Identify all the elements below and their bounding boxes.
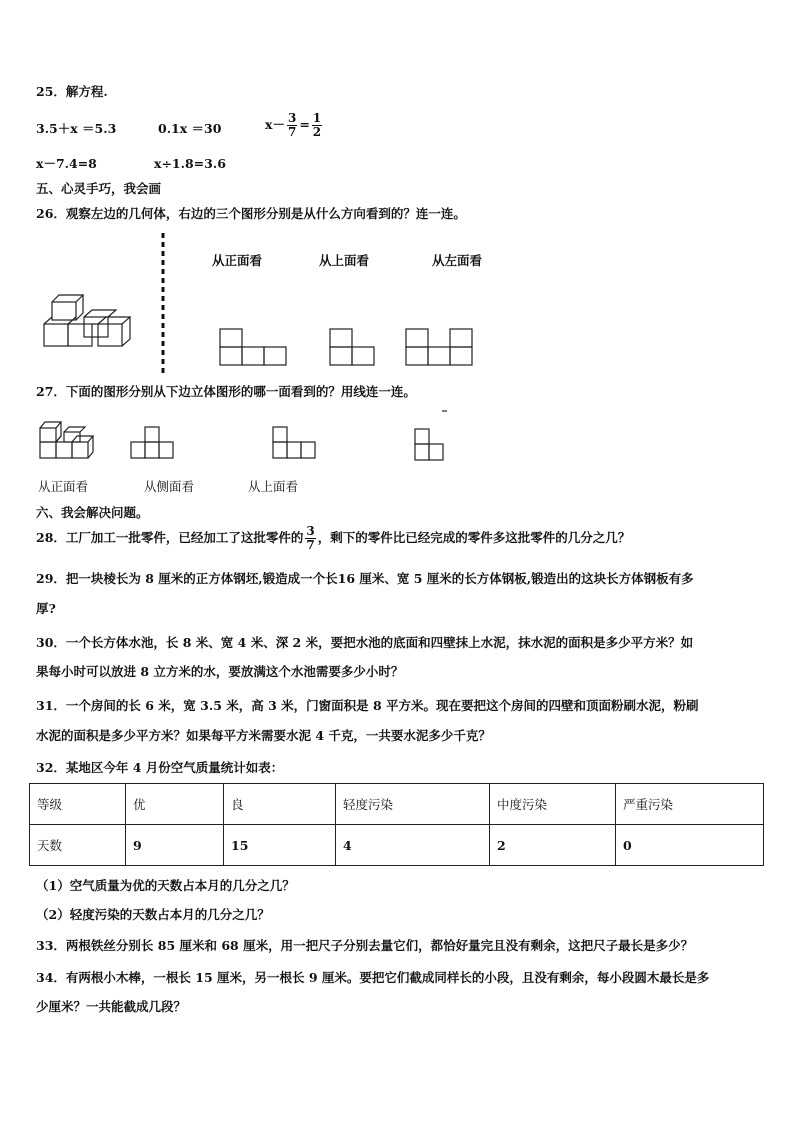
- q26-view-c: [405, 328, 475, 366]
- table-cell: 0: [616, 825, 764, 866]
- q27-label-side: 从侧面看: [144, 479, 195, 494]
- q31-line-2: 水泥的面积是多少平方米？如果每平方米需要水泥 4 千克，一共要水泥多少千克？: [36, 728, 491, 743]
- q27-view-a: [130, 426, 178, 460]
- equation-1: 3.5＋x ＝5.3: [36, 121, 117, 136]
- q30-line-1: 30．一个长方体水池，长 8 米、宽 4 米、深 2 米，要把水池的底面和四壁抹上水泥，抹水泥的面积是多少平方米？如: [36, 635, 694, 650]
- table-cell: 9: [126, 825, 224, 866]
- q26-view-b: [329, 328, 379, 366]
- q32-sub-2: （2）轻度污染的天数占本月的几分之几？: [36, 907, 270, 922]
- fraction-numerator: 1: [312, 111, 322, 125]
- q32-sub-1: （1）空气质量为优的天数占本月的几分之几？: [36, 878, 295, 893]
- q29-line-2: 厚?: [36, 601, 56, 616]
- q26-label-front: 从正面看: [212, 253, 263, 268]
- table-header-cell: 轻度污染: [336, 784, 490, 825]
- equation-5: x÷1.8=3.6: [154, 156, 226, 171]
- q26-view-a: [219, 328, 289, 366]
- table-cell: 15: [224, 825, 336, 866]
- fraction-3-7: [287, 112, 297, 139]
- q30-line-2: 果每小时可以放进 8 立方米的水，要放满这个水池需要多少小时？: [36, 664, 404, 679]
- table-cell: 天数: [30, 825, 126, 866]
- q34-line-1: 34．有两根小木棒，一根长 15 厘米，另一根长 9 厘米。要把它们截成同样长的小段，且没有剩余，每小段圆木最长是多: [36, 970, 710, 985]
- table-cell: 4: [336, 825, 490, 866]
- dashed-divider: [160, 233, 166, 375]
- equation-3-left: x－: [265, 117, 285, 132]
- q27-label-front: 从正面看: [38, 479, 89, 494]
- section-5-heading: 五、心灵手巧，我会画: [36, 181, 162, 196]
- equation-3: [265, 112, 324, 139]
- equals-sign: =: [299, 117, 310, 132]
- q28-pre: 28．工厂加工一批零件，已经加工了这批零件的: [36, 530, 304, 545]
- fraction-1-2: [312, 112, 322, 139]
- q28-text: [36, 525, 630, 552]
- air-quality-table: [29, 783, 764, 866]
- equation-4: x－7.4=8: [36, 156, 97, 171]
- table-header-cell: 中度污染: [490, 784, 616, 825]
- q25-title: 25．解方程.: [36, 84, 108, 99]
- q27-solid-figure: [38, 418, 102, 462]
- fraction-denominator: 7: [306, 538, 315, 552]
- q27-text: 27．下面的图形分别从下边立体图形的哪一面看到的？用线连一连。: [36, 384, 416, 399]
- table-row: [30, 784, 764, 825]
- q26-label-left: 从左面看: [432, 253, 483, 268]
- q26-text: 26．观察左边的几何体，右边的三个图形分别是从什么方向看到的？连一连。: [36, 206, 466, 221]
- q29-line-1: 29．把一块棱长为 8 厘米的正方体钢坯,锻造成一个长16 厘米、宽 5 厘米的长方体钢板,锻造出的这块长方体钢板有多: [36, 571, 694, 586]
- fraction-denominator: 7: [287, 125, 297, 139]
- table-header-cell: 严重污染: [616, 784, 764, 825]
- q26-label-top: 从上面看: [319, 253, 370, 268]
- table-cell: 2: [490, 825, 616, 866]
- q34-line-2: 少厘米？一共能截成几段？: [36, 999, 187, 1014]
- table-header-cell: 优: [126, 784, 224, 825]
- fraction-numerator: 3: [306, 524, 315, 538]
- q26-solid-figure: [40, 290, 140, 355]
- fraction-3-7: [305, 525, 315, 552]
- q33-text: 33．两根铁丝分别长 85 厘米和 68 厘米，用一把尺子分别去量它们，都恰好量完且没有剩余，这把尺子最长是多少？: [36, 938, 694, 953]
- q31-line-1: 31．一个房间的长 6 米，宽 3.5 米，高 3 米，门窗面积是 8 平方米。现在要把这个房间的四壁和顶面粉刷水泥，粉刷: [36, 698, 699, 713]
- table-header-cell: 良: [224, 784, 336, 825]
- q28-post: ，剩下的零件比已经完成的零件多这批零件的几分之几？: [317, 530, 631, 545]
- q27-label-top: 从上面看: [248, 479, 299, 494]
- q32-text: 32．某地区今年 4 月份空气质量统计如表：: [36, 760, 284, 775]
- equation-2: 0.1x ＝30: [158, 121, 222, 136]
- q27-view-c: [414, 410, 448, 462]
- fraction-numerator: 3: [287, 111, 297, 125]
- section-6-heading: 六、我会解决问题。: [36, 505, 149, 520]
- q27-view-b: [272, 426, 320, 460]
- fraction-denominator: 2: [312, 125, 322, 139]
- table-row: [30, 825, 764, 866]
- table-header-cell: 等级: [30, 784, 126, 825]
